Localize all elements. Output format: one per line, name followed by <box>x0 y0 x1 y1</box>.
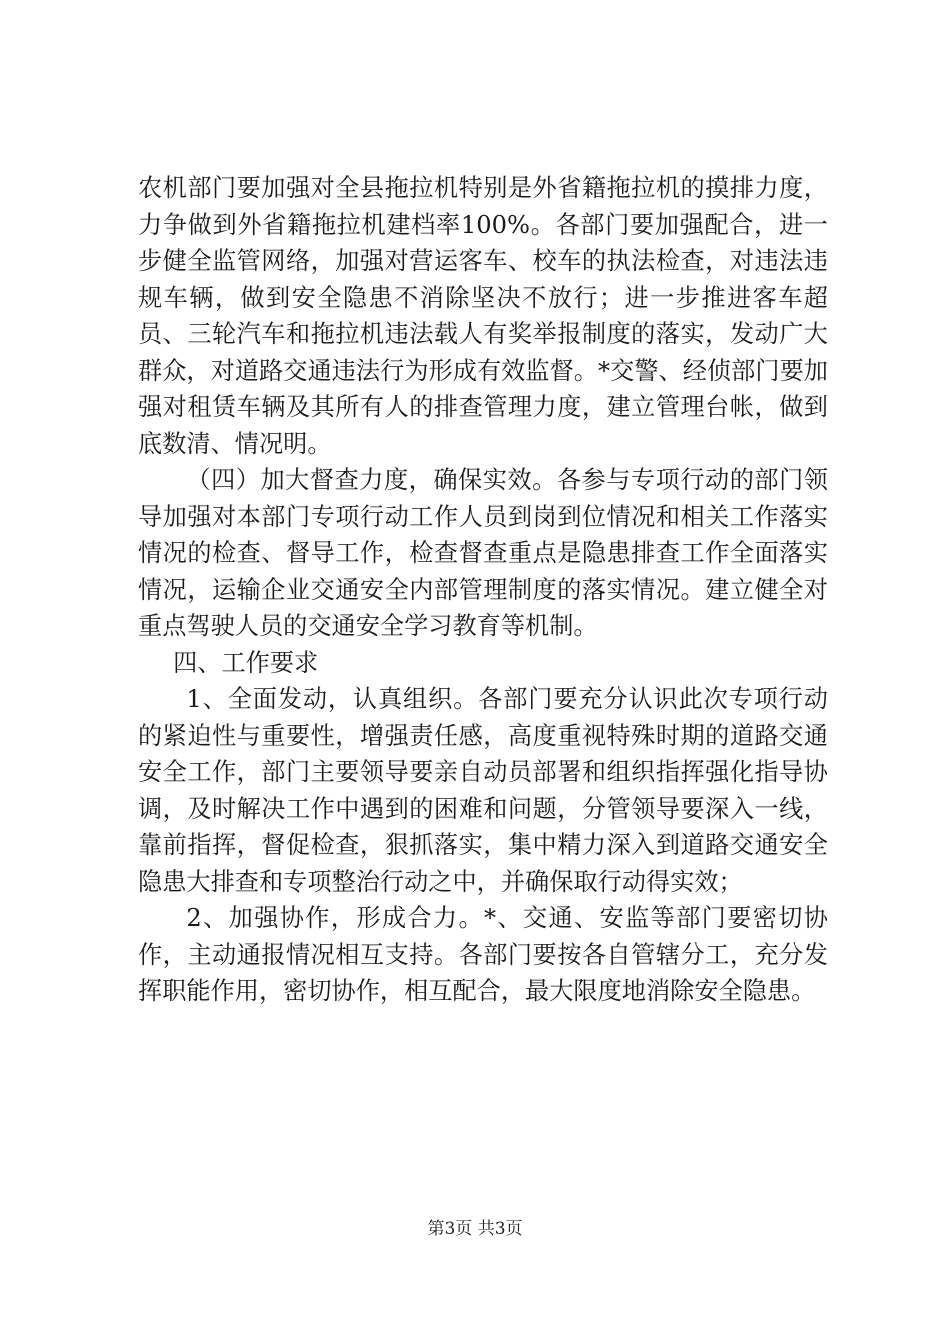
paragraph-continuation: 农机部门要加强对全县拖拉机特别是外省籍拖拉机的摸排力度，力争做到外省籍拖拉机建档率100%。各部门要加强配合，进一步健全监管网络，加强对营运客车、校车的执法检查，对违法违规车辆，做到安全隐患不消除坚决不放行；进一步推进客车超员、三轮汽车和拖拉机违法载人有奖举报制度的落实，发动广大群众，对道路交通违法行为形成有效监督。*交警、经侦部门要加强对租赁车辆及其所有人的排查管理力度，建立管理台帐，做到底数清、情况明。 <box>138 174 828 458</box>
paragraph-section-four-supervision: （四）加大督查力度，确保实效。各参与专项行动的部门领导加强对本部门专项行动工作人员到岗到位情况和相关工作落实情况的检查、督导工作，检查督查重点是隐患排查工作全面落实情况，运输企业交通安全内部管理制度的落实情况。建立健全对重点驾驶人员的交通安全学习教育等机制。 <box>138 466 828 640</box>
section-heading-work-requirements: 四、工作要求 <box>173 648 319 677</box>
paragraph-item-1: 1、全面发动，认真组织。各部门要充分认识此次专项行动的紧迫性与重要性，增强责任感，高度重视特殊时期的道路交通安全工作，部门主要领导要亲自动员部署和组织指挥强化指导协调，及时解决工作中遇到的困难和问题，分管领导要深入一线，靠前指挥，督促检查，狠抓落实，集中精力深入到道路交通安全隐患大排查和专项整治行动之中，并确保取行动得实效； <box>138 685 828 896</box>
paragraph-item-2: 2、加强协作，形成合力。*、交通、安监等部门要密切协作，主动通报情况相互支持。各部门要按各自管辖分工，充分发挥职能作用，密切协作，相互配合，最大限度地消除安全隐患。 <box>138 904 828 1005</box>
page-footer: 第3页 共3页 <box>427 1219 523 1239</box>
document-body <box>138 170 828 1010</box>
